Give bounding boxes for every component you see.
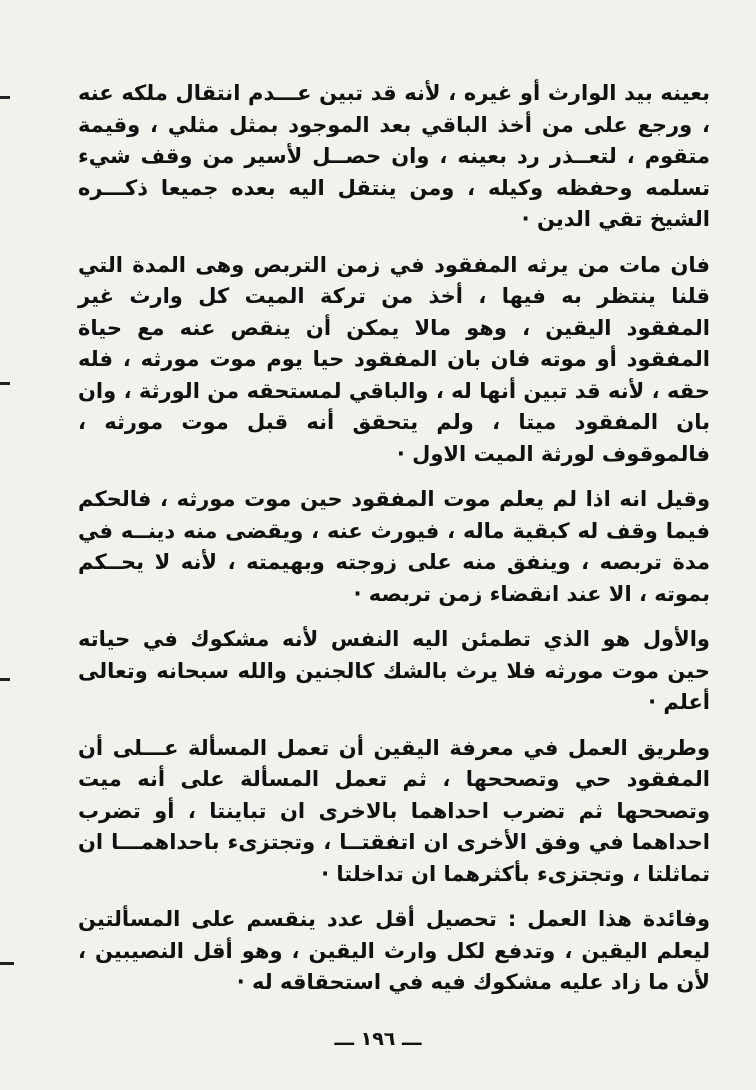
paragraph xyxy=(78,733,710,891)
paragraph-text: وقيل انه اذا لم يعلم موت المفقود حين موت مورثه ، فالحكم فيما وقف له كبقية ماله ، فيورث عنه ، ويقضى منه دينــه في مدة تربصه ، وينفق منه على زوجته وبهيمته ، لأنه لا يحــكم بموته ، الا عند انقضاء زمن تربصه · xyxy=(78,487,710,606)
paragraph xyxy=(78,904,710,999)
paragraph xyxy=(78,624,710,719)
paragraph-text: وفائدة هذا العمل : تحصيل أقل عدد ينقسم على المسألتين ليعلم اليقين ، وتدفع لكل وارث اليقين ، وهو أقل النصيبين ، لأن ما زاد عليه مشكوك فيه في استحقاقه له · xyxy=(78,907,710,994)
paragraph-text: والأول هو الذي تطمئن اليه النفس لأنه مشكوك في حياته حين موت مورثه فلا يرث بالشك كالجنين والله سبحانه وتعالى أعلم · xyxy=(78,627,710,714)
paragraph xyxy=(78,78,710,236)
page-number: ـــ ١٩٦ ـــ xyxy=(334,1028,422,1050)
margin-mark xyxy=(0,678,10,681)
body-text xyxy=(78,78,710,1013)
paragraph-text: بعينه بيد الوارث أو غيره ، لأنه قد تبين عـــدم انتقال ملكه عنه ، ورجع على من أخذ الباقي بعد الموجود بمثل مثلي ، وقيمة متقوم ، لتعــذر رد بعينه ، وان حصــل لأسير من وقف شيء تسلمه وحفظه وكيله ، ومن ينتقل اليه بعده جميعا ذكـــره الشيخ تقي الدين · xyxy=(78,81,710,231)
paragraph xyxy=(78,484,710,610)
margin-mark xyxy=(0,382,10,385)
paragraph-text: فان مات من يرثه المفقود في زمن التربص وهى المدة التي قلنا ينتظر به فيها ، أخذ من تركة الميت كل وارث غير المفقود اليقين ، وهو مالا يمكن أن ينقص عنه مع حياة المفقود أو موته فان بان المفقود حيا يوم موت مورثه ، فله حقه ، لأنه قد تبين أنها له ، والباقي لمستحقه من الورثة ، وان بان المفقود ميتا ، ولم يتحقق أنه قبل موت مورثه ، فالموقوف لورثة الميت الاول · xyxy=(78,252,710,466)
paragraph xyxy=(78,250,710,471)
margin-mark xyxy=(0,962,14,965)
margin-mark xyxy=(0,96,10,99)
paragraph-text: وطريق العمل في معرفة اليقين أن تعمل المسألة عـــلى أن المفقود حي وتصححها ، ثم تعمل المسألة على أنه ميت وتصححها ثم تضرب احداهما بالاخرى ان تباينتا ، أو تضرب احداهما في وفق الأخرى ان اتفقتــا ، وتجتزىء باحداهمـــا ان تماثلتا ، وتجتزىء بأكثرهما ان تداخلتا · xyxy=(78,735,710,886)
